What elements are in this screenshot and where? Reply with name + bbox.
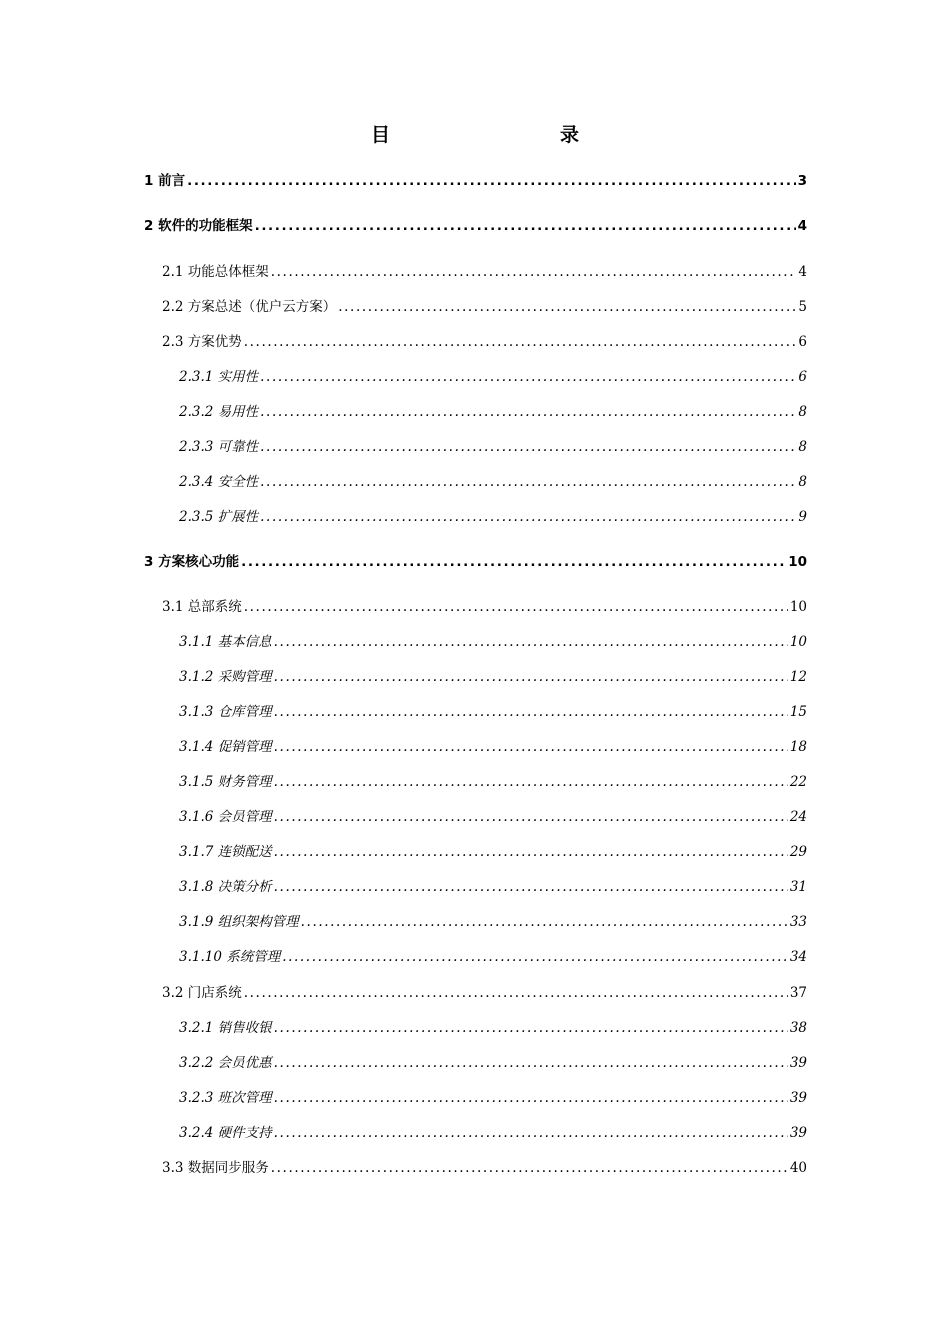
- toc-entry[interactable]: [179, 1124, 807, 1142]
- toc-entry[interactable]: [179, 473, 807, 491]
- toc-entry-label: 2.3 方案优势: [162, 334, 242, 350]
- toc-entry[interactable]: [162, 333, 807, 351]
- toc-entry[interactable]: [179, 948, 807, 966]
- toc-entry-page: 15: [789, 704, 807, 720]
- toc-entry[interactable]: [179, 1089, 807, 1107]
- toc-entry[interactable]: [179, 403, 807, 421]
- toc-entry-label: 3.1.9 组织架构管理: [179, 914, 299, 930]
- toc-entry[interactable]: [179, 878, 807, 896]
- toc-entry-page: 39: [789, 1125, 807, 1141]
- toc-entry[interactable]: [179, 438, 807, 456]
- toc-entry-label: 2.3.1 实用性: [179, 369, 259, 385]
- toc-entry-label: 3.1.2 采购管理: [179, 669, 272, 685]
- toc-entry[interactable]: [144, 553, 807, 571]
- toc-leader-dots: [274, 668, 788, 686]
- toc-leader-dots: [260, 368, 796, 386]
- toc-entry[interactable]: [179, 738, 807, 756]
- toc-leader-dots: [260, 438, 796, 456]
- toc-entry-page: 37: [789, 985, 807, 1001]
- toc-leader-dots: [274, 738, 788, 756]
- toc-entry-label: 1 前言: [144, 173, 186, 189]
- toc-entry-page: 6: [798, 334, 807, 350]
- toc-entry[interactable]: [162, 1159, 807, 1177]
- toc-entry[interactable]: [144, 172, 807, 190]
- toc-leader-dots: [260, 508, 796, 526]
- toc-leader-dots: [274, 1054, 788, 1072]
- toc-leader-dots: [274, 1019, 788, 1037]
- toc-entry[interactable]: [162, 984, 807, 1002]
- toc-entry-label: 3.2.3 班次管理: [179, 1090, 272, 1106]
- toc-leader-dots: [274, 1089, 788, 1107]
- toc-leader-dots: [244, 333, 797, 351]
- toc-entry-page: 39: [789, 1090, 807, 1106]
- toc-entry-page: 29: [789, 844, 807, 860]
- toc-entry-page: 8: [798, 404, 807, 420]
- toc-entry-page: 10: [788, 554, 807, 570]
- toc-entry-label: 3.2.2 会员优惠: [179, 1055, 272, 1071]
- toc-entry-label: 2.3.3 可靠性: [179, 439, 259, 455]
- toc-entry[interactable]: [179, 913, 807, 931]
- toc-leader-dots: [244, 984, 788, 1002]
- toc-entry-page: 22: [789, 774, 807, 790]
- toc-entry-label: 2.3.4 安全性: [179, 474, 259, 490]
- toc-leader-dots: [301, 913, 788, 931]
- toc-entry-label: 2.3.2 易用性: [179, 404, 259, 420]
- toc-entry[interactable]: [162, 263, 807, 281]
- toc-entry-label: 3.1.1 基本信息: [179, 634, 272, 650]
- toc-leader-dots: [282, 948, 788, 966]
- toc-entry-page: 6: [798, 369, 807, 385]
- toc-entry-page: 34: [789, 949, 807, 965]
- toc-leader-dots: [274, 808, 788, 826]
- toc-entry-label: 3.1.4 促销管理: [179, 739, 272, 755]
- toc-leader-dots: [274, 878, 788, 896]
- toc-leader-dots: [244, 598, 788, 616]
- toc-leader-dots: [260, 403, 796, 421]
- toc-entry-label: 3.1.6 会员管理: [179, 809, 272, 825]
- toc-leader-dots: [241, 553, 786, 571]
- toc-entry-label: 3.2.1 销售收银: [179, 1020, 272, 1036]
- toc-entry[interactable]: [179, 808, 807, 826]
- toc-entry[interactable]: [179, 668, 807, 686]
- toc-entry[interactable]: [179, 773, 807, 791]
- toc-entry-page: 8: [798, 439, 807, 455]
- toc-leader-dots: [274, 1124, 788, 1142]
- toc-entry[interactable]: [179, 1019, 807, 1037]
- toc-entry-page: 10: [789, 599, 807, 615]
- toc-entry-page: 3: [797, 173, 807, 189]
- toc-entry-page: 40: [789, 1160, 807, 1176]
- toc-leader-dots: [187, 172, 796, 190]
- toc-leader-dots: [338, 298, 796, 316]
- toc-entry[interactable]: [179, 633, 807, 651]
- toc-entry-label: 2 软件的功能框架: [144, 218, 253, 234]
- toc-leader-dots: [274, 633, 788, 651]
- toc-entry-page: 39: [789, 1055, 807, 1071]
- toc-entry-page: 5: [798, 299, 807, 315]
- toc-entry-page: 8: [798, 474, 807, 490]
- toc-entry-page: 4: [798, 264, 807, 280]
- page-title: 目 录: [370, 124, 623, 146]
- toc-entry-page: 18: [789, 739, 807, 755]
- toc-leader-dots: [260, 473, 796, 491]
- toc-entry-label: 3 方案核心功能: [144, 554, 240, 570]
- toc-leader-dots: [271, 1159, 788, 1177]
- toc-entry-page: 33: [789, 914, 807, 930]
- toc-entry[interactable]: [179, 843, 807, 861]
- toc-entry-page: 38: [789, 1020, 807, 1036]
- toc-entry-label: 2.3.5 扩展性: [179, 509, 259, 525]
- toc-entry-label: 3.1.8 决策分析: [179, 879, 272, 895]
- toc-entry[interactable]: [179, 368, 807, 386]
- toc-entry-page: 4: [797, 218, 807, 234]
- toc-entry-label: 3.2.4 硬件支持: [179, 1125, 272, 1141]
- toc-entry-label: 2.2 方案总述（优户云方案）: [162, 299, 337, 315]
- toc-entry-page: 31: [789, 879, 807, 895]
- toc-leader-dots: [255, 217, 796, 235]
- toc-entry[interactable]: [162, 598, 807, 616]
- toc-entry-label: 3.1.10 系统管理: [179, 949, 281, 965]
- toc-entry-page: 24: [789, 809, 807, 825]
- toc-entry-label: 3.1.7 连锁配送: [179, 844, 272, 860]
- toc-entry[interactable]: [179, 508, 807, 526]
- toc-entry[interactable]: [144, 217, 807, 235]
- toc-entry[interactable]: [162, 298, 807, 316]
- toc-leader-dots: [274, 773, 788, 791]
- toc-leader-dots: [271, 263, 797, 281]
- toc-entry-label: 3.1.3 仓库管理: [179, 704, 272, 720]
- toc-entry[interactable]: [179, 1054, 807, 1072]
- toc-leader-dots: [274, 843, 788, 861]
- toc-entry-page: 12: [789, 669, 807, 685]
- toc-entry-page: 10: [789, 634, 807, 650]
- toc-entry-page: 9: [798, 509, 807, 525]
- toc-entry-label: 2.1 功能总体框架: [162, 264, 269, 280]
- toc-leader-dots: [274, 703, 788, 721]
- toc-entry-label: 3.1 总部系统: [162, 599, 242, 615]
- toc-entry-label: 3.1.5 财务管理: [179, 774, 272, 790]
- toc-entry[interactable]: [179, 703, 807, 721]
- toc-entry-label: 3.2 门店系统: [162, 985, 242, 1001]
- toc-entry-label: 3.3 数据同步服务: [162, 1160, 269, 1176]
